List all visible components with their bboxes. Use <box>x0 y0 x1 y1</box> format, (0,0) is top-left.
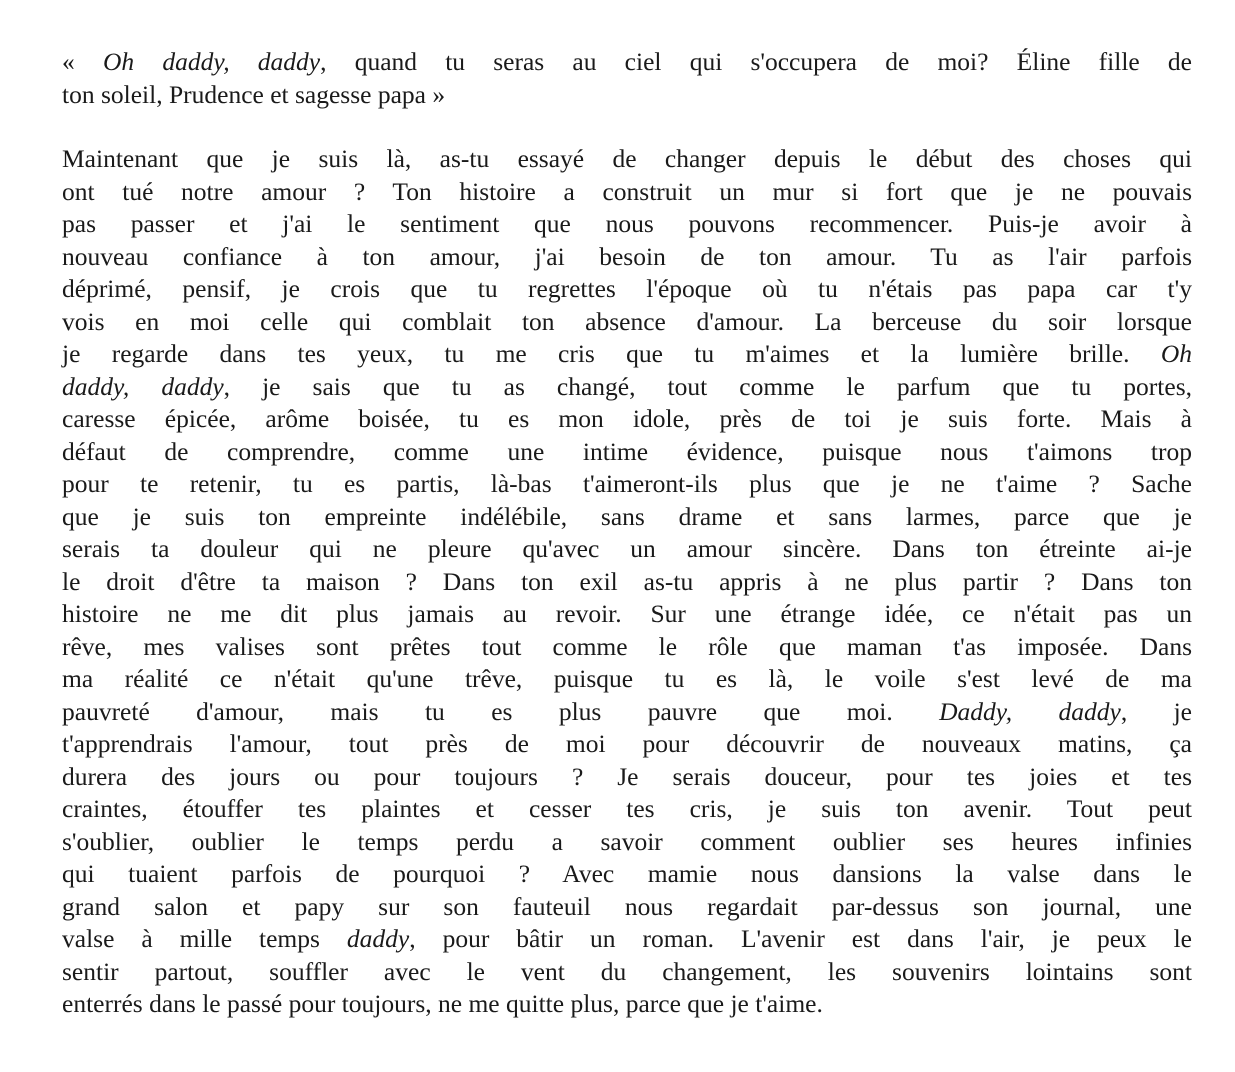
text-line <box>62 79 1192 112</box>
text-segment: sentir partout, souffler avec le vent du changement, les souvenirs lointains sont <box>62 956 1192 986</box>
text-segment: pour te retenir, tu es partis, là-bas t'aimeront-ils plus que je ne t'aime ? Sache <box>62 469 1192 498</box>
text-segment: s'oublier, oublier le temps perdu a savoir comment oublier ses heures infinies <box>62 826 1192 856</box>
text-line <box>62 208 1192 241</box>
text-line <box>62 761 1192 794</box>
text-line <box>62 306 1192 339</box>
text-segment: ton soleil, Prudence et sagesse papa » <box>62 79 446 109</box>
text-segment: valse à mille temps <box>62 924 347 953</box>
text-segment: grand salon et papy sur son fauteuil nous regardait par-dessus son journal, une <box>62 891 1192 921</box>
quote-paragraph <box>62 46 1192 111</box>
document-body <box>62 46 1192 1053</box>
text-line <box>62 566 1192 599</box>
text-line <box>62 176 1192 209</box>
text-line <box>62 533 1192 566</box>
text-segment: déprimé, pensif, je crois que tu regrettes l'époque où tu n'étais pas papa car t'y <box>62 274 1192 303</box>
text-line <box>62 338 1192 371</box>
text-segment: pauvreté d'amour, mais tu es plus pauvre que moi. <box>62 696 940 726</box>
italic-text: daddy, daddy <box>62 371 224 401</box>
text-segment: enterrés dans le passé pour toujours, ne me quitte plus, parce que je t'aime. <box>62 989 823 1018</box>
text-line <box>62 403 1192 436</box>
text-line <box>62 468 1192 501</box>
body-paragraph <box>62 143 1192 1021</box>
text-line <box>62 956 1192 989</box>
text-line <box>62 241 1192 274</box>
text-segment: je regarde dans tes yeux, tu me cris que tu m'aimes et la lumière brille. <box>62 339 1161 368</box>
italic-text: daddy <box>346 924 410 953</box>
text-line <box>62 663 1192 696</box>
text-line <box>62 501 1192 534</box>
text-line <box>62 273 1192 306</box>
text-segment: ont tué notre amour ? Ton histoire a construit un mur si fort que je ne pouvais <box>62 176 1192 206</box>
italic-text: Oh daddy, daddy <box>102 47 321 76</box>
text-segment: Maintenant que je suis là, as-tu essayé de changer depuis le début des choses qui <box>62 144 1192 173</box>
text-segment: caresse épicée, arôme boisée, tu es mon idole, près de toi je suis forte. Mais à <box>62 404 1192 433</box>
text-line <box>62 923 1192 956</box>
text-segment: le droit d'être ta maison ? Dans ton exil as-tu appris à ne plus partir ? Dans ton <box>62 566 1192 596</box>
text-segment: craintes, étouffer tes plaintes et cesser tes cris, je suis ton avenir. Tout peut <box>62 794 1192 823</box>
text-segment: , pour bâtir un roman. L'avenir est dans l'air, je peux le <box>409 924 1192 953</box>
text-line <box>62 143 1192 176</box>
text-segment: vois en moi celle qui comblait ton absence d'amour. La berceuse du soir lorsque <box>62 306 1192 336</box>
italic-text: Daddy, daddy <box>939 696 1121 726</box>
text-line <box>62 598 1192 631</box>
text-segment: ma réalité ce n'était qu'une trêve, puisque tu es là, le voile s'est levé de ma <box>62 664 1192 693</box>
text-line <box>62 826 1192 859</box>
italic-text: Oh <box>1160 339 1192 368</box>
text-segment: « <box>62 47 103 76</box>
text-line <box>62 46 1192 79</box>
text-segment: histoire ne me dit plus jamais au revoir. Sur une étrange idée, ce n'était pas un <box>62 599 1192 628</box>
text-line <box>62 858 1192 891</box>
text-segment: , je sais que tu as changé, tout comme le parfum que tu portes, <box>223 371 1192 401</box>
text-segment: , je <box>1120 696 1192 726</box>
text-line <box>62 631 1192 664</box>
text-segment: pas passer et j'ai le sentiment que nous pouvons recommencer. Puis-je avoir à <box>62 209 1192 238</box>
text-line <box>62 891 1192 924</box>
text-line <box>62 371 1192 404</box>
text-line <box>62 436 1192 469</box>
text-segment: serais ta douleur qui ne pleure qu'avec un amour sincère. Dans ton étreinte ai-je <box>62 534 1192 563</box>
text-segment: nouveau confiance à ton amour, j'ai besoin de ton amour. Tu as l'air parfois <box>62 241 1192 271</box>
text-segment: que je suis ton empreinte indélébile, sans drame et sans larmes, parce que je <box>62 501 1192 531</box>
text-segment: rêve, mes valises sont prêtes tout comme le rôle que maman t'as imposée. Dans <box>62 631 1192 661</box>
text-line <box>62 696 1192 729</box>
text-line <box>62 793 1192 826</box>
text-line <box>62 988 1192 1021</box>
text-segment: qui tuaient parfois de pourquoi ? Avec mamie nous dansions la valse dans le <box>62 859 1192 888</box>
text-segment: t'apprendrais l'amour, tout près de moi pour découvrir de nouveaux matins, ça <box>62 729 1192 758</box>
text-segment: durera des jours ou pour toujours ? Je serais douceur, pour tes joies et tes <box>62 761 1192 791</box>
text-segment: défaut de comprendre, comme une intime évidence, puisque nous t'aimons trop <box>62 436 1192 466</box>
text-segment: , quand tu seras au ciel qui s'occupera de moi? Éline fille de <box>320 47 1192 76</box>
text-line <box>62 728 1192 761</box>
